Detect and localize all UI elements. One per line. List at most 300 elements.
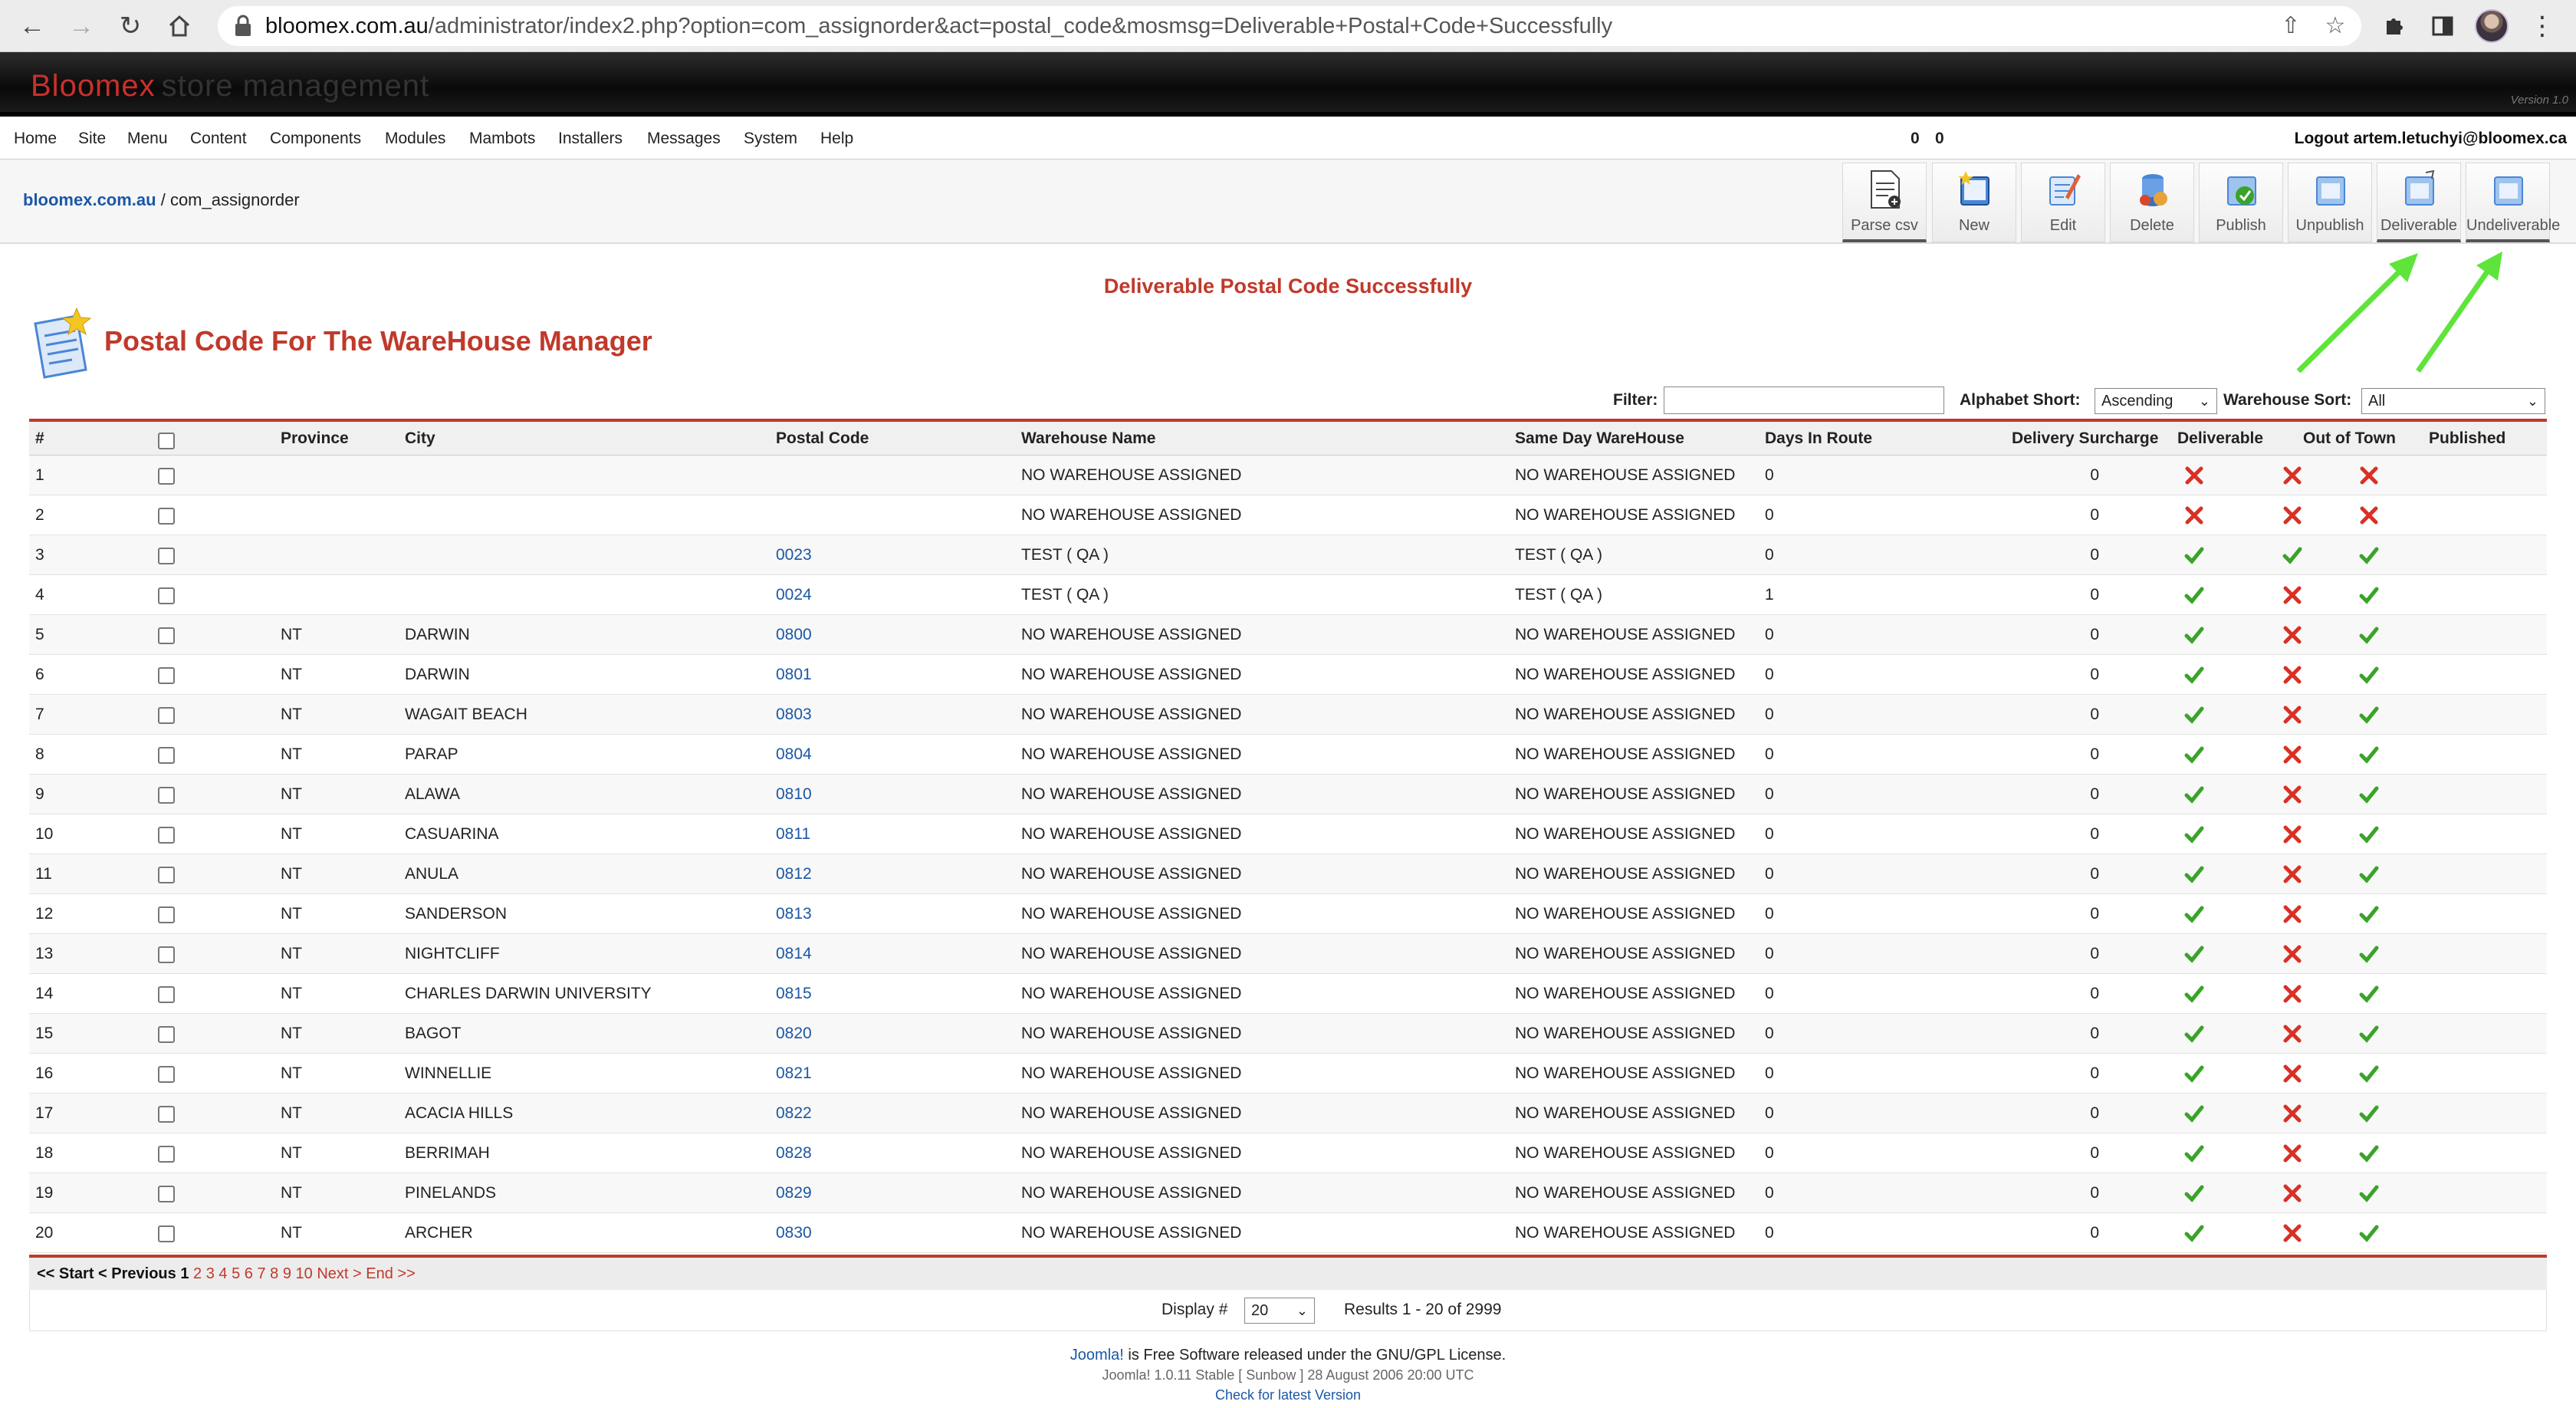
- table-row[interactable]: [29, 1014, 2547, 1054]
- row-checkbox[interactable]: [158, 548, 175, 564]
- row-same-day-warehouse: NO WAREHOUSE ASSIGNED: [1515, 706, 1736, 723]
- row-warehouse-name: NO WAREHOUSE ASSIGNED: [1021, 626, 1242, 643]
- row-city: DARWIN: [405, 626, 470, 643]
- row-city: BAGOT: [405, 1025, 462, 1042]
- annotation-arrow-icon: [2292, 245, 2430, 376]
- menu-content[interactable]: Content: [190, 130, 247, 147]
- row-city: WINNELLIE: [405, 1064, 492, 1082]
- edit-label: Edit: [2049, 217, 2077, 234]
- bookmark-star-icon[interactable]: ☆: [2325, 13, 2346, 38]
- row-checkbox[interactable]: [158, 667, 175, 684]
- row-postal-code[interactable]: 0812: [776, 865, 812, 883]
- version-line: Joomla! 1.0.11 Stable [ Sunbow ] 28 August 2006 20:00 UTC: [1102, 1367, 1474, 1383]
- row-delivery-surcharge: 0: [2090, 586, 2099, 604]
- undeliverable-icon: [2492, 169, 2525, 209]
- share-icon[interactable]: ⇧: [2281, 13, 2301, 38]
- publish-label: Publish: [2216, 217, 2266, 234]
- row-warehouse-name: NO WAREHOUSE ASSIGNED: [1021, 905, 1242, 923]
- display-count-value: 20: [1251, 1302, 1269, 1319]
- url-host: bloomex.com.au: [265, 14, 429, 38]
- out-of-town-toggle-cross-icon[interactable]: [2282, 944, 2302, 964]
- table-row[interactable]: [29, 495, 2547, 535]
- header-delivery-surcharge[interactable]: Delivery Surcharge: [2012, 429, 2159, 447]
- row-days-in-route: 0: [1765, 985, 1774, 1002]
- deliverable-toggle-check-icon[interactable]: [2184, 665, 2204, 685]
- brand-logo: [31, 69, 429, 104]
- row-postal-code[interactable]: 0830: [776, 1224, 812, 1242]
- row-same-day-warehouse: NO WAREHOUSE ASSIGNED: [1515, 1064, 1736, 1082]
- deliverable-toggle-check-icon[interactable]: [2184, 824, 2204, 844]
- row-city: CHARLES DARWIN UNIVERSITY: [405, 985, 652, 1002]
- table-row[interactable]: [29, 1213, 2547, 1253]
- out-of-town-toggle-cross-icon[interactable]: [2282, 785, 2302, 804]
- pager-page-link[interactable]: 10: [295, 1265, 313, 1282]
- row-delivery-surcharge: 0: [2090, 546, 2099, 564]
- out-of-town-toggle-check-icon[interactable]: [2282, 545, 2302, 565]
- pager-page-link[interactable]: 2: [193, 1265, 202, 1282]
- published-toggle-check-icon[interactable]: [2359, 984, 2379, 1004]
- table-row[interactable]: [29, 615, 2547, 655]
- menu-installers[interactable]: Installers: [558, 130, 623, 147]
- row-number: 18: [35, 1144, 54, 1162]
- breadcrumb: [23, 190, 300, 210]
- deliverable-toggle-check-icon[interactable]: [2184, 625, 2204, 645]
- deliverable-label: Deliverable: [2380, 217, 2458, 234]
- row-postal-code[interactable]: 0804: [776, 745, 812, 763]
- row-warehouse-name: NO WAREHOUSE ASSIGNED: [1021, 1144, 1242, 1162]
- row-city: ANULA: [405, 865, 459, 883]
- filter-label-text: Filter:: [1613, 391, 1658, 409]
- row-checkbox[interactable]: [158, 1186, 175, 1202]
- header-deliverable[interactable]: Deliverable: [2177, 429, 2264, 447]
- url-path: /administrator/index2.php?option=com_assignorder&act=postal_code&mosmsg=Deliverable+Postal+Code+Successfully: [428, 14, 1613, 38]
- row-same-day-warehouse: NO WAREHOUSE ASSIGNED: [1515, 506, 1736, 524]
- published-toggle-check-icon[interactable]: [2359, 824, 2379, 844]
- row-number: 8: [35, 745, 44, 763]
- out-of-town-toggle-cross-icon[interactable]: [2282, 625, 2302, 645]
- row-checkbox[interactable]: [158, 827, 175, 844]
- row-province: NT: [281, 785, 302, 803]
- published-toggle-check-icon[interactable]: [2359, 864, 2379, 884]
- version-label: Version 1.0: [2510, 94, 2568, 107]
- filter-input[interactable]: [1664, 387, 1944, 414]
- breadcrumb-component: com_assignorder: [169, 190, 300, 209]
- table-row[interactable]: [29, 1094, 2547, 1133]
- menu-home[interactable]: Home: [14, 130, 58, 147]
- table-row[interactable]: [29, 655, 2547, 695]
- row-postal-code[interactable]: 0822: [776, 1104, 812, 1122]
- published-toggle-check-icon[interactable]: [2359, 904, 2379, 924]
- deliverable-toggle-cross-icon[interactable]: [2184, 505, 2204, 525]
- row-city: BERRIMAH: [405, 1144, 490, 1162]
- table-row[interactable]: [29, 854, 2547, 894]
- publish-button[interactable]: [2199, 163, 2283, 242]
- out-of-town-toggle-cross-icon[interactable]: [2282, 1104, 2302, 1123]
- unpublish-button[interactable]: [2288, 163, 2372, 242]
- row-delivery-surcharge: 0: [2090, 1025, 2099, 1042]
- published-toggle-check-icon[interactable]: [2359, 785, 2379, 804]
- row-number: 9: [35, 785, 44, 803]
- published-toggle-check-icon[interactable]: [2359, 745, 2379, 765]
- row-checkbox[interactable]: [158, 587, 175, 604]
- pager-previous[interactable]: < Previous: [98, 1265, 176, 1282]
- warehouse-sort-select[interactable]: [2361, 388, 2545, 414]
- publish-icon: [2225, 169, 2259, 209]
- row-same-day-warehouse: NO WAREHOUSE ASSIGNED: [1515, 626, 1736, 643]
- table-row[interactable]: [29, 535, 2547, 575]
- row-postal-code[interactable]: 0811: [776, 825, 811, 843]
- row-number: 2: [35, 506, 44, 524]
- row-warehouse-name: NO WAREHOUSE ASSIGNED: [1021, 1224, 1242, 1242]
- row-number: 12: [35, 905, 54, 923]
- table-row[interactable]: [29, 456, 2547, 495]
- more-menu-icon[interactable]: ⋮: [2529, 12, 2555, 41]
- deliverable-toggle-check-icon[interactable]: [2184, 1143, 2204, 1163]
- row-checkbox[interactable]: [158, 1026, 175, 1043]
- table-row[interactable]: [29, 1054, 2547, 1094]
- header-out-of-town[interactable]: Out of Town: [2303, 429, 2396, 447]
- row-province: NT: [281, 985, 302, 1002]
- new-button[interactable]: [1932, 163, 2016, 242]
- row-number: 3: [35, 546, 44, 564]
- row-postal-code[interactable]: 0803: [776, 706, 812, 723]
- published-toggle-check-icon[interactable]: [2359, 585, 2379, 605]
- row-same-day-warehouse: NO WAREHOUSE ASSIGNED: [1515, 905, 1736, 923]
- row-postal-code[interactable]: 0813: [776, 905, 812, 923]
- breadcrumb-site-link[interactable]: bloomex.com.au: [23, 190, 156, 209]
- menu-mambots[interactable]: Mambots: [469, 130, 536, 147]
- row-same-day-warehouse: NO WAREHOUSE ASSIGNED: [1515, 865, 1736, 883]
- published-toggle-check-icon[interactable]: [2359, 545, 2379, 565]
- row-warehouse-name: NO WAREHOUSE ASSIGNED: [1021, 466, 1242, 484]
- display-count-select[interactable]: [1244, 1298, 1315, 1324]
- row-postal-code[interactable]: 0023: [776, 546, 812, 564]
- row-days-in-route: 0: [1765, 1025, 1774, 1042]
- header-published[interactable]: Published: [2429, 429, 2506, 447]
- deliverable-toggle-check-icon[interactable]: [2184, 984, 2204, 1004]
- header-city[interactable]: City: [405, 429, 435, 447]
- published-toggle-check-icon[interactable]: [2359, 1143, 2379, 1163]
- row-warehouse-name: NO WAREHOUSE ASSIGNED: [1021, 1104, 1242, 1122]
- row-same-day-warehouse: NO WAREHOUSE ASSIGNED: [1515, 1184, 1736, 1202]
- row-checkbox[interactable]: [158, 508, 175, 525]
- row-checkbox[interactable]: [158, 867, 175, 883]
- table-row[interactable]: [29, 1133, 2547, 1173]
- brand-name: Bloomex: [31, 69, 156, 103]
- out-of-town-toggle-cross-icon[interactable]: [2282, 505, 2302, 525]
- row-postal-code[interactable]: 0801: [776, 666, 812, 683]
- lock-icon: [232, 14, 255, 38]
- row-delivery-surcharge: 0: [2090, 1184, 2099, 1202]
- unpublish-label: Unpublish: [2295, 217, 2364, 234]
- row-checkbox[interactable]: [158, 468, 175, 485]
- row-province: NT: [281, 626, 302, 643]
- table-row[interactable]: [29, 775, 2547, 814]
- page-title: Postal Code For The WareHouse Manager: [104, 325, 652, 357]
- row-number: 11: [35, 865, 52, 883]
- alphabet-sort-select[interactable]: [2095, 388, 2217, 414]
- out-of-town-toggle-cross-icon[interactable]: [2282, 824, 2302, 844]
- row-city: DARWIN: [405, 666, 470, 683]
- row-delivery-surcharge: 0: [2090, 985, 2099, 1002]
- out-of-town-toggle-cross-icon[interactable]: [2282, 665, 2302, 685]
- row-warehouse-name: NO WAREHOUSE ASSIGNED: [1021, 506, 1242, 524]
- deliverable-button[interactable]: [2377, 163, 2461, 242]
- out-of-town-toggle-cross-icon[interactable]: [2282, 1024, 2302, 1044]
- joomla-link[interactable]: Joomla!: [1070, 1347, 1124, 1364]
- table-row[interactable]: [29, 974, 2547, 1014]
- out-of-town-toggle-cross-icon[interactable]: [2282, 1143, 2302, 1163]
- row-number: 10: [35, 825, 54, 843]
- new-label: New: [1958, 217, 1990, 234]
- header-province[interactable]: Province: [281, 429, 349, 447]
- deliverable-toggle-check-icon[interactable]: [2184, 904, 2204, 924]
- published-toggle-check-icon[interactable]: [2359, 625, 2379, 645]
- row-warehouse-name: NO WAREHOUSE ASSIGNED: [1021, 985, 1242, 1002]
- row-province: NT: [281, 666, 302, 683]
- row-checkbox[interactable]: [158, 986, 175, 1003]
- row-province: NT: [281, 1144, 302, 1162]
- row-same-day-warehouse: NO WAREHOUSE ASSIGNED: [1515, 666, 1736, 683]
- alphabet-sort-value: Ascending: [2101, 393, 2174, 410]
- row-number: 16: [35, 1064, 54, 1082]
- published-toggle-check-icon[interactable]: [2359, 1183, 2379, 1203]
- header-postal-code[interactable]: Postal Code: [776, 429, 869, 447]
- header-same-day-warehouse[interactable]: Same Day WareHouse: [1515, 429, 1684, 447]
- row-checkbox[interactable]: [158, 707, 175, 724]
- row-province: NT: [281, 1104, 302, 1122]
- published-toggle-check-icon[interactable]: [2359, 705, 2379, 725]
- pagination-bar: [29, 1255, 2547, 1290]
- menu-site[interactable]: Site: [78, 130, 107, 147]
- row-delivery-surcharge: 0: [2090, 785, 2099, 803]
- row-warehouse-name: NO WAREHOUSE ASSIGNED: [1021, 945, 1242, 962]
- footer: [0, 1345, 2576, 1405]
- row-checkbox[interactable]: [158, 627, 175, 644]
- row-postal-code[interactable]: 0828: [776, 1144, 812, 1162]
- deliverable-toggle-check-icon[interactable]: [2184, 705, 2204, 725]
- deliverable-toggle-cross-icon[interactable]: [2184, 465, 2204, 485]
- row-days-in-route: 0: [1765, 825, 1774, 843]
- sidebar-icon[interactable]: [2427, 11, 2458, 41]
- published-toggle-cross-icon[interactable]: [2359, 465, 2379, 485]
- deliverable-toggle-check-icon[interactable]: [2184, 585, 2204, 605]
- row-delivery-surcharge: 0: [2090, 945, 2099, 962]
- out-of-town-toggle-cross-icon[interactable]: [2282, 1223, 2302, 1243]
- row-checkbox[interactable]: [158, 1146, 175, 1163]
- published-toggle-check-icon[interactable]: [2359, 665, 2379, 685]
- csv-file-icon: [1868, 169, 1902, 209]
- edit-button[interactable]: [2021, 163, 2105, 242]
- pager-next[interactable]: Next >: [317, 1265, 362, 1282]
- menu-help[interactable]: Help: [820, 130, 854, 147]
- select-all-checkbox[interactable]: [158, 433, 175, 449]
- deliverable-toggle-check-icon[interactable]: [2184, 1223, 2204, 1243]
- row-postal-code[interactable]: 0814: [776, 945, 812, 962]
- row-same-day-warehouse: NO WAREHOUSE ASSIGNED: [1515, 825, 1736, 843]
- pager-end[interactable]: End >>: [366, 1265, 416, 1282]
- row-number: 14: [35, 985, 54, 1002]
- published-toggle-check-icon[interactable]: [2359, 944, 2379, 964]
- table-header: [29, 419, 2547, 456]
- row-same-day-warehouse: NO WAREHOUSE ASSIGNED: [1515, 985, 1736, 1002]
- out-of-town-toggle-cross-icon[interactable]: [2282, 984, 2302, 1004]
- row-postal-code[interactable]: 0829: [776, 1184, 812, 1202]
- row-same-day-warehouse: NO WAREHOUSE ASSIGNED: [1515, 1144, 1736, 1162]
- row-postal-code[interactable]: 0820: [776, 1025, 812, 1042]
- out-of-town-toggle-cross-icon[interactable]: [2282, 1183, 2302, 1203]
- row-same-day-warehouse: NO WAREHOUSE ASSIGNED: [1515, 785, 1736, 803]
- menu-modules[interactable]: Modules: [385, 130, 446, 147]
- undeliverable-label: Undeliverable: [2466, 217, 2561, 234]
- table-row[interactable]: [29, 1173, 2547, 1213]
- messages-count[interactable]: 0: [1911, 130, 1920, 147]
- row-warehouse-name: NO WAREHOUSE ASSIGNED: [1021, 825, 1242, 843]
- license-text: is Free Software released under the GNU/GPL License.: [1123, 1347, 1506, 1364]
- out-of-town-toggle-cross-icon[interactable]: [2282, 864, 2302, 884]
- deliverable-toggle-check-icon[interactable]: [2184, 944, 2204, 964]
- header-days-in-route[interactable]: Days In Route: [1765, 429, 1873, 447]
- out-of-town-toggle-cross-icon[interactable]: [2282, 705, 2302, 725]
- deliverable-toggle-check-icon[interactable]: [2184, 1104, 2204, 1123]
- pager-page-link[interactable]: 6: [244, 1265, 253, 1282]
- row-delivery-surcharge: 0: [2090, 905, 2099, 923]
- browser-toolbar: [0, 0, 2576, 52]
- row-checkbox[interactable]: [158, 1225, 175, 1242]
- annotation-arrow-icon: [2412, 245, 2512, 376]
- row-days-in-route: 0: [1765, 785, 1774, 803]
- online-count[interactable]: 0: [1935, 130, 1944, 147]
- menu-system[interactable]: System: [744, 130, 798, 147]
- row-number: 20: [35, 1224, 54, 1242]
- row-same-day-warehouse: NO WAREHOUSE ASSIGNED: [1515, 1224, 1736, 1242]
- row-checkbox[interactable]: [158, 787, 175, 804]
- row-warehouse-name: NO WAREHOUSE ASSIGNED: [1021, 1025, 1242, 1042]
- row-delivery-surcharge: 0: [2090, 1064, 2099, 1082]
- row-city: ALAWA: [405, 785, 460, 803]
- results-summary: Results 1 - 20 of 2999: [1344, 1301, 1502, 1318]
- menu-components[interactable]: Components: [270, 130, 362, 147]
- alphabet-sort-label-text: Alphabet Short:: [1960, 391, 2081, 409]
- table-row[interactable]: [29, 695, 2547, 735]
- table-row[interactable]: [29, 934, 2547, 974]
- published-toggle-cross-icon[interactable]: [2359, 505, 2379, 525]
- row-days-in-route: 0: [1765, 546, 1774, 564]
- deliverable-toggle-check-icon[interactable]: [2184, 1024, 2204, 1044]
- row-checkbox[interactable]: [158, 946, 175, 963]
- row-delivery-surcharge: 0: [2090, 466, 2099, 484]
- home-icon[interactable]: [164, 11, 195, 41]
- pager-page-link[interactable]: 8: [270, 1265, 279, 1282]
- deliverable-toggle-check-icon[interactable]: [2184, 745, 2204, 765]
- reload-icon[interactable]: ↻: [119, 12, 142, 41]
- chevron-down-icon: ⌄: [2198, 393, 2210, 409]
- out-of-town-toggle-cross-icon[interactable]: [2282, 585, 2302, 605]
- header-number[interactable]: #: [35, 429, 44, 447]
- out-of-town-toggle-cross-icon[interactable]: [2282, 904, 2302, 924]
- deliverable-toggle-check-icon[interactable]: [2184, 545, 2204, 565]
- row-number: 13: [35, 945, 54, 962]
- profile-avatar[interactable]: [2475, 9, 2509, 43]
- pager-page-link[interactable]: 4: [219, 1265, 228, 1282]
- row-checkbox[interactable]: [158, 906, 175, 923]
- row-postal-code[interactable]: 0800: [776, 626, 812, 643]
- pager-page-link[interactable]: 5: [232, 1265, 241, 1282]
- out-of-town-toggle-cross-icon[interactable]: [2282, 1064, 2302, 1084]
- header-warehouse-name[interactable]: Warehouse Name: [1021, 429, 1156, 447]
- warehouse-sort-value: All: [2368, 393, 2386, 410]
- admin-header: [0, 52, 2576, 117]
- row-delivery-surcharge: 0: [2090, 1224, 2099, 1242]
- out-of-town-toggle-cross-icon[interactable]: [2282, 745, 2302, 765]
- row-delivery-surcharge: 0: [2090, 865, 2099, 883]
- table-row[interactable]: [29, 814, 2547, 854]
- back-icon[interactable]: ←: [19, 12, 45, 41]
- table-row[interactable]: [29, 735, 2547, 775]
- row-city: NIGHTCLIFF: [405, 945, 500, 962]
- undeliverable-button[interactable]: [2466, 163, 2561, 242]
- published-toggle-check-icon[interactable]: [2359, 1223, 2379, 1243]
- row-days-in-route: 0: [1765, 666, 1774, 683]
- chevron-down-icon: ⌄: [1296, 1303, 1308, 1318]
- forward-icon[interactable]: →: [68, 12, 94, 41]
- row-city: PARAP: [405, 745, 458, 763]
- menu-messages[interactable]: Messages: [647, 130, 721, 147]
- row-days-in-route: 0: [1765, 1104, 1774, 1122]
- row-postal-code[interactable]: 0815: [776, 985, 812, 1002]
- row-warehouse-name: NO WAREHOUSE ASSIGNED: [1021, 1184, 1242, 1202]
- row-checkbox[interactable]: [158, 1106, 175, 1123]
- row-number: 15: [35, 1025, 54, 1042]
- check-version-link[interactable]: Check for latest Version: [1214, 1387, 1362, 1403]
- row-checkbox[interactable]: [158, 747, 175, 764]
- row-province: NT: [281, 1224, 302, 1242]
- published-toggle-check-icon[interactable]: [2359, 1064, 2379, 1084]
- new-icon: [1958, 169, 1992, 209]
- row-province: NT: [281, 865, 302, 883]
- delete-button[interactable]: [2110, 163, 2194, 242]
- deliverable-toggle-check-icon[interactable]: [2184, 864, 2204, 884]
- parse-csv-button[interactable]: [1842, 163, 1927, 242]
- address-bar[interactable]: [218, 6, 2361, 46]
- extensions-icon[interactable]: [2378, 11, 2409, 41]
- row-checkbox[interactable]: [158, 1066, 175, 1083]
- url-text: [265, 6, 1612, 46]
- chevron-down-icon: ⌄: [2526, 393, 2538, 409]
- row-number: 5: [35, 626, 44, 643]
- pager-current-page: 1: [180, 1265, 189, 1282]
- row-postal-code[interactable]: 0810: [776, 785, 812, 803]
- table-row[interactable]: [29, 894, 2547, 934]
- deliverable-toggle-check-icon[interactable]: [2184, 1183, 2204, 1203]
- out-of-town-toggle-cross-icon[interactable]: [2282, 465, 2302, 485]
- row-postal-code[interactable]: 0821: [776, 1064, 812, 1082]
- published-toggle-check-icon[interactable]: [2359, 1024, 2379, 1044]
- logout-link[interactable]: Logout artem.letuchyi@bloomex.ca: [2294, 130, 2567, 147]
- pager-page-link[interactable]: 3: [205, 1265, 215, 1282]
- deliverable-toggle-check-icon[interactable]: [2184, 1064, 2204, 1084]
- pager-page-link[interactable]: 7: [257, 1265, 266, 1282]
- row-same-day-warehouse: NO WAREHOUSE ASSIGNED: [1515, 466, 1736, 484]
- row-days-in-route: 0: [1765, 466, 1774, 484]
- row-postal-code[interactable]: 0024: [776, 586, 812, 604]
- deliverable-toggle-check-icon[interactable]: [2184, 785, 2204, 804]
- published-toggle-check-icon[interactable]: [2359, 1104, 2379, 1123]
- pager-start[interactable]: << Start: [37, 1265, 94, 1282]
- pager-page-link[interactable]: 9: [282, 1265, 291, 1282]
- table-row[interactable]: [29, 575, 2547, 615]
- menu-menu[interactable]: Menu: [127, 130, 168, 147]
